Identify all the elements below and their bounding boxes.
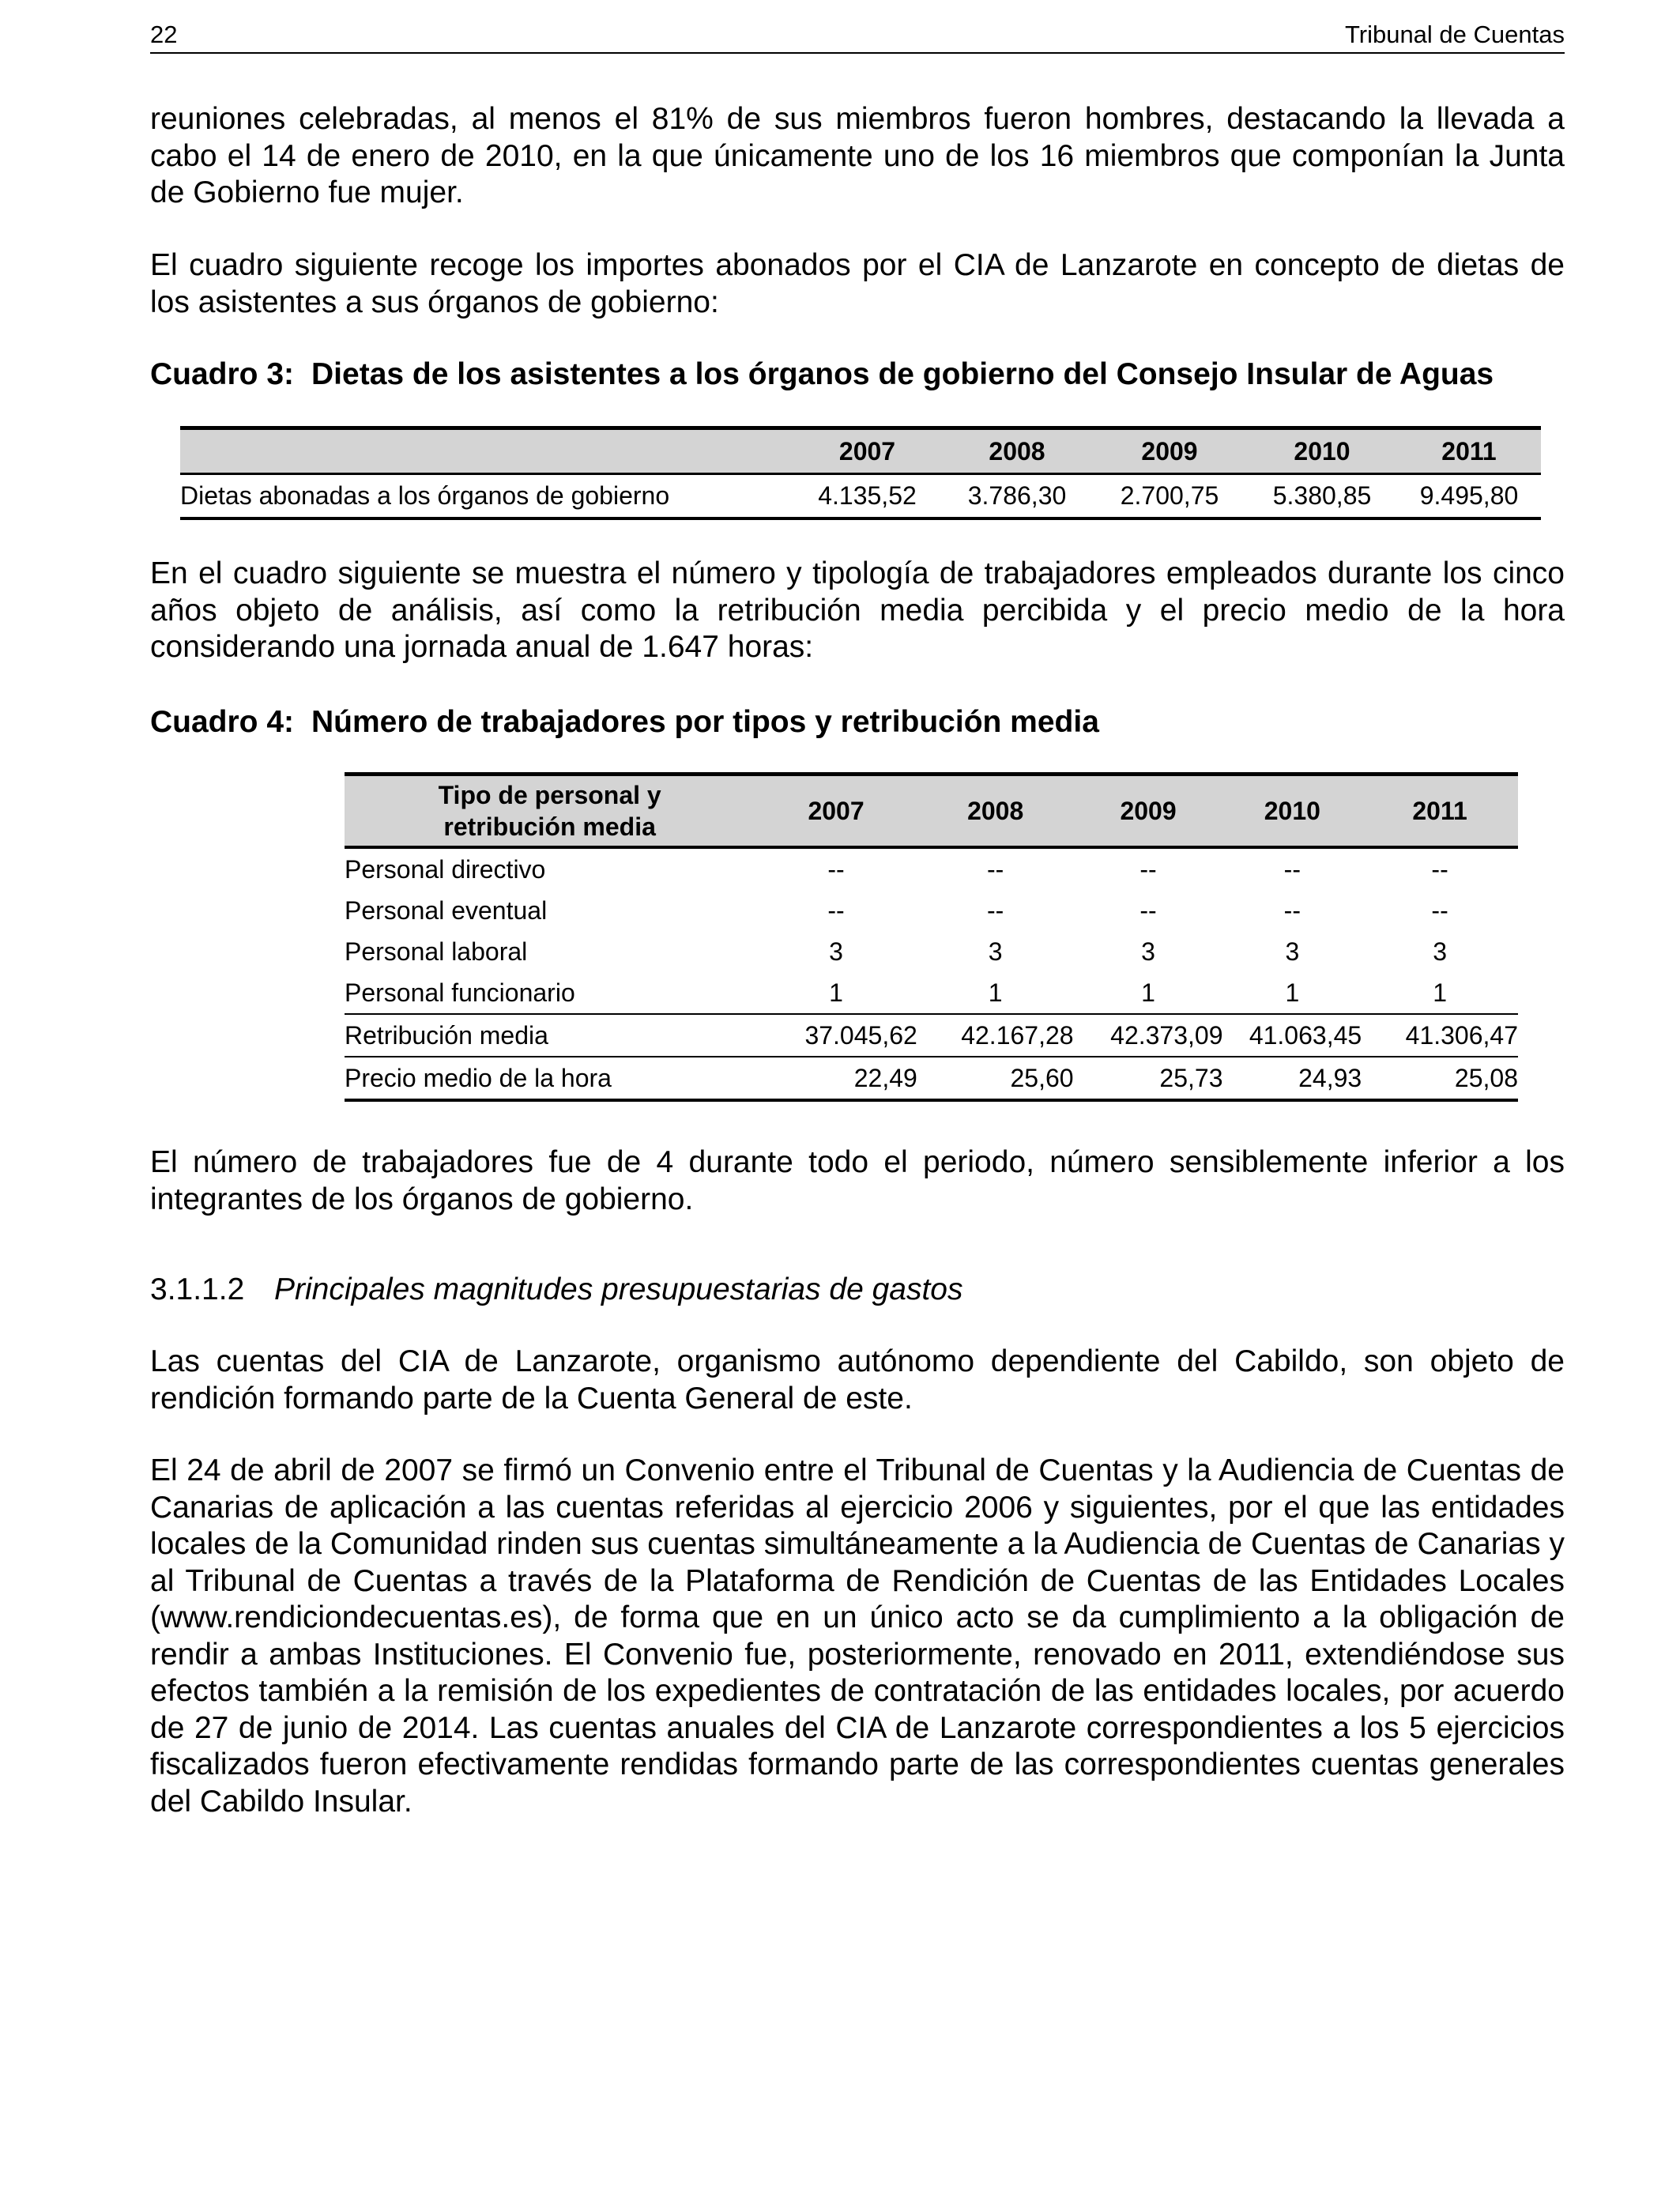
row-label: Personal funcionario <box>345 978 575 1007</box>
table-cell: 1 <box>1433 978 1447 1007</box>
table-cell: 24,93 <box>1223 1057 1362 1100</box>
table-row <box>345 890 1518 931</box>
table-cell: 4.135,52 <box>793 474 942 519</box>
year-header: 2011 <box>1362 775 1518 848</box>
table-cell: -- <box>1139 895 1157 925</box>
table-cell: 1 <box>1285 978 1300 1007</box>
row-label: Dietas abonadas a los órganos de gobierno <box>180 474 793 519</box>
table-header-row <box>180 428 1541 474</box>
table-cell: 1 <box>1141 978 1155 1007</box>
table-row <box>345 1057 1518 1100</box>
table-header-row <box>345 775 1518 848</box>
row-label: Precio medio de la hora <box>345 1057 755 1100</box>
table-row <box>345 972 1518 1014</box>
cuadro-3-caption-text: Dietas de los asistentes a los órganos de gobierno del Consejo Insular de Aguas <box>311 357 1494 391</box>
header-label <box>345 775 755 848</box>
table-cell: -- <box>987 895 1004 925</box>
year-header: 2010 <box>1247 428 1397 474</box>
page-number: 22 <box>150 21 178 48</box>
year-header: 2007 <box>755 775 917 848</box>
table-cell: 25,08 <box>1362 1057 1518 1100</box>
table-cell: -- <box>987 854 1004 884</box>
table-cell: 42.167,28 <box>917 1014 1074 1057</box>
cuadro-4-caption <box>150 705 1099 740</box>
table-cell: 25,73 <box>1074 1057 1223 1100</box>
table-cell: 5.380,85 <box>1247 474 1397 519</box>
cuadro-4-caption-number: Cuadro 4: <box>150 705 295 739</box>
table-cell: 9.495,80 <box>1397 474 1541 519</box>
table-cell: 3 <box>829 937 843 966</box>
table-row <box>345 847 1518 890</box>
paragraph-1: reuniones celebradas, al menos el 81% de sus miembros fueron hombres, destacando la llevada a cabo el 14 de enero de 2010, en la que únicamente uno de los 16 miembros que componían la Junta de Gobierno fue mujer. <box>150 102 1565 209</box>
table-cell: -- <box>1283 895 1301 925</box>
year-header: 2011 <box>1397 428 1541 474</box>
paragraph-5: Las cuentas del CIA de Lanzarote, organismo autónomo dependiente del Cabildo, son objeto de rendición formando parte de la Cuenta General de este. <box>150 1344 1565 1416</box>
paragraph-3: En el cuadro siguiente se muestra el número y tipología de trabajadores empleados durante los cinco años objeto de análisis, así como la retribución media percibida y el precio medio de la hora considerando una jornada anual de 1.647 horas: <box>150 556 1565 664</box>
cuadro-3-table <box>180 426 1541 520</box>
table-cell: -- <box>1431 895 1448 925</box>
table-cell: 22,49 <box>755 1057 917 1100</box>
table-cell: 3 <box>1141 937 1155 966</box>
table-cell: 3 <box>1285 937 1300 966</box>
page-header <box>150 17 1565 54</box>
year-header: 2009 <box>1074 775 1223 848</box>
row-label: Personal laboral <box>345 937 528 966</box>
section-number: 3.1.1.2 <box>150 1272 245 1306</box>
year-header: 2008 <box>917 775 1074 848</box>
table-cell: -- <box>827 895 845 925</box>
year-header: 2010 <box>1223 775 1362 848</box>
table-row <box>345 1014 1518 1057</box>
header-title: Tribunal de Cuentas <box>1344 21 1565 48</box>
row-label: Personal directivo <box>345 854 546 884</box>
table-cell: 41.063,45 <box>1223 1014 1362 1057</box>
paragraph-4: El número de trabajadores fue de 4 durante todo el periodo, número sensiblemente inferior a los integrantes de los órganos de gobierno. <box>150 1145 1565 1216</box>
table-row <box>180 474 1541 519</box>
year-header: 2007 <box>793 428 942 474</box>
cuadro-4-table <box>345 772 1518 1102</box>
table-cell: -- <box>827 854 845 884</box>
table-cell: 3.786,30 <box>942 474 1092 519</box>
header-cell-empty <box>180 428 793 474</box>
table-row <box>345 931 1518 972</box>
paragraph-2: El cuadro siguiente recoge los importes abonados por el CIA de Lanzarote en concepto de dietas de los asistentes a sus órganos de gobierno: <box>150 248 1565 319</box>
section-title: Principales magnitudes presupuestarias de gastos <box>274 1272 963 1306</box>
header-label-line-2: retribución media <box>443 812 656 841</box>
cuadro-3-caption <box>150 357 1494 392</box>
table-cell: -- <box>1139 854 1157 884</box>
table-cell: 1 <box>988 978 1003 1007</box>
table-cell: 25,60 <box>917 1057 1074 1100</box>
paragraph-6: El 24 de abril de 2007 se firmó un Convenio entre el Tribunal de Cuentas y la Audiencia de Cuentas de Canarias de aplicación a las cuentas referidas al ejercicio 2006 y siguientes, por el que las entidades locales de la Comunidad rinden sus cuentas simultáneamente a la Audiencia de Cuentas de Canarias y al Tribunal de Cuentas a través de la Plataforma de Rendición de Cuentas de las Entidades Locales (www.rendiciondecuentas.es), de forma que en un único acto se da cumplimiento a la obligación de rendir a ambas Instituciones. El Convenio fue, posteriormente, renovado en 2011, extendiéndose sus efectos también a la remisión de los expedientes de contratación de las entidades locales, por acuerdo de 27 de junio de 2014. Las cuentas anuales del CIA de Lanzarote correspondientes a los 5 ejercicios fiscalizados fueron efectivamente rendidas formando parte de las correspondientes cuentas generales del Cabildo Insular. <box>150 1453 1565 1819</box>
table-cell: -- <box>1431 854 1448 884</box>
section-heading <box>150 1272 963 1307</box>
table-cell: 3 <box>988 937 1003 966</box>
table-cell: 42.373,09 <box>1074 1014 1223 1057</box>
table-cell: -- <box>1283 854 1301 884</box>
table-cell: 3 <box>1433 937 1447 966</box>
table-cell: 2.700,75 <box>1092 474 1247 519</box>
table-cell: 37.045,62 <box>755 1014 917 1057</box>
year-header: 2008 <box>942 428 1092 474</box>
table-cell: 41.306,47 <box>1362 1014 1518 1057</box>
header-label-line-1: Tipo de personal y <box>438 781 661 809</box>
cuadro-3-caption-number: Cuadro 3: <box>150 357 295 391</box>
row-label: Retribución media <box>345 1014 755 1057</box>
year-header: 2009 <box>1092 428 1247 474</box>
table-cell: 1 <box>829 978 843 1007</box>
cuadro-4-caption-text: Número de trabajadores por tipos y retribución media <box>311 705 1099 739</box>
row-label: Personal eventual <box>345 895 548 925</box>
